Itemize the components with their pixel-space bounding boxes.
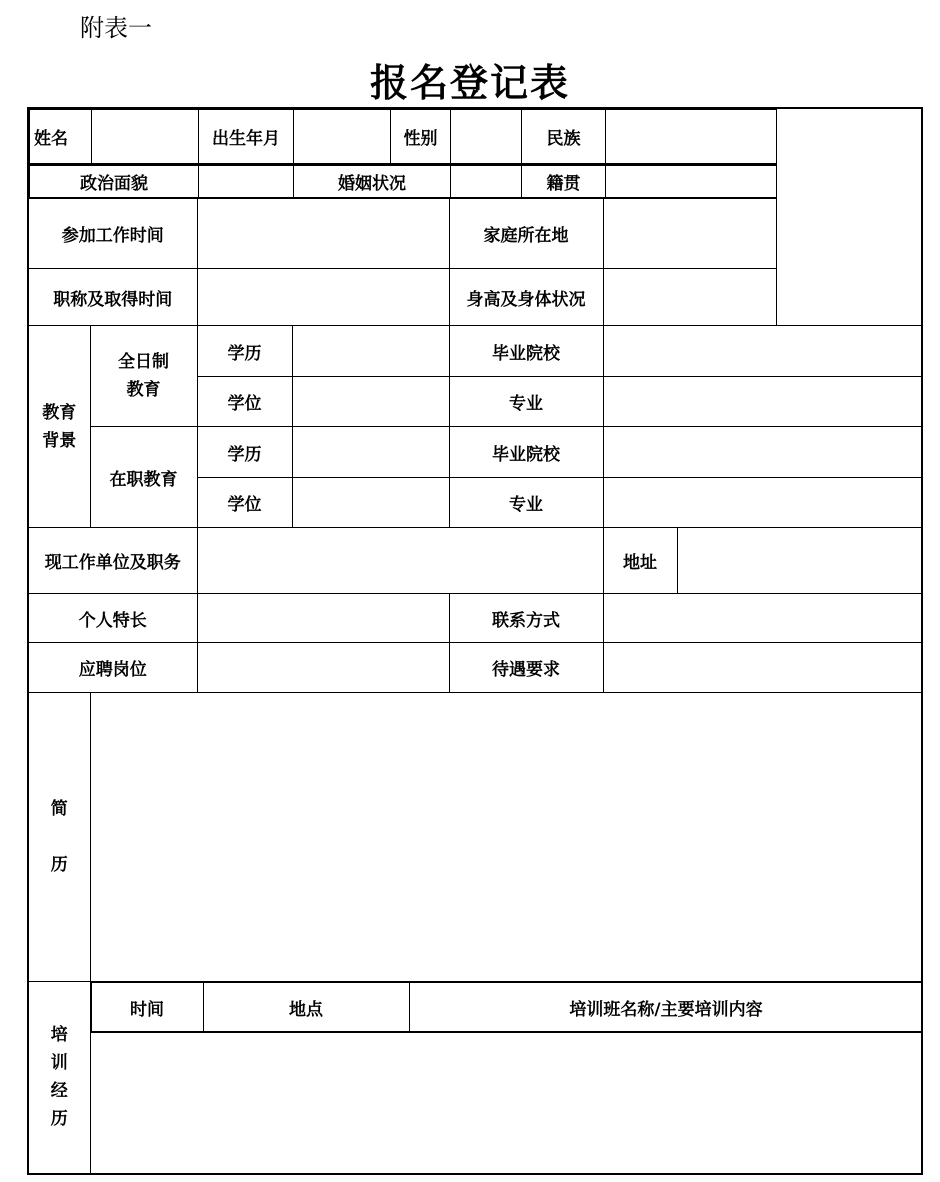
fulltime-label-line1: 全日制 [118, 352, 169, 372]
title-time-label: 职称及取得时间 [28, 269, 197, 326]
native-place-label: 籍贯 [522, 166, 606, 198]
education-label-line1: 教育 [42, 402, 77, 423]
training-header-inner [91, 982, 922, 1032]
gender-value[interactable] [451, 110, 522, 164]
registration-form-table [27, 107, 923, 1175]
training-header-wrap [90, 982, 922, 1033]
political-label: 政治面貌 [30, 166, 199, 198]
ethnicity-label: 民族 [522, 110, 606, 164]
work-start-label: 参加工作时间 [28, 199, 197, 269]
resume-value[interactable] [90, 693, 922, 982]
row2-wrap [28, 165, 777, 199]
fulltime-school-value[interactable] [603, 326, 922, 377]
birth-label: 出生年月 [199, 110, 294, 164]
page-title: 报名登记表 [369, 60, 570, 105]
address-value[interactable] [677, 528, 922, 594]
inservice-school-label: 毕业院校 [449, 427, 603, 478]
home-location-value[interactable] [603, 199, 777, 269]
inservice-degree-value[interactable] [292, 478, 449, 528]
specialty-value[interactable] [197, 594, 449, 643]
height-health-label: 身高及身体状况 [449, 269, 603, 326]
inservice-major-label: 专业 [449, 478, 603, 528]
inservice-school-value[interactable] [603, 427, 922, 478]
title-time-value[interactable] [197, 269, 449, 326]
political-value[interactable] [199, 166, 294, 198]
contact-value[interactable] [603, 594, 922, 643]
training-char-2: 训 [50, 1053, 68, 1074]
native-place-value[interactable] [606, 166, 777, 198]
resume-char-2: 历 [50, 855, 68, 875]
position-label: 应聘岗位 [28, 643, 197, 693]
work-start-value[interactable] [197, 199, 449, 269]
resume-char-1: 简 [50, 799, 68, 819]
inservice-major-value[interactable] [603, 478, 922, 528]
specialty-label: 个人特长 [28, 594, 197, 643]
marital-label: 婚姻状况 [294, 166, 451, 198]
education-label [28, 326, 90, 528]
inservice-record-label: 学历 [197, 427, 292, 478]
education-label-line2: 背景 [42, 430, 77, 451]
fulltime-school-label: 毕业院校 [449, 326, 603, 377]
row1-wrap [28, 108, 777, 165]
fulltime-degree-value[interactable] [292, 377, 449, 427]
training-char-4: 历 [50, 1109, 68, 1130]
name-value[interactable] [92, 110, 199, 164]
salary-label: 待遇要求 [449, 643, 603, 693]
contact-label: 联系方式 [449, 594, 603, 643]
position-value[interactable] [197, 643, 449, 693]
row1-inner [29, 109, 777, 164]
inservice-degree-label: 学位 [197, 478, 292, 528]
home-location-label: 家庭所在地 [449, 199, 603, 269]
training-char-3: 经 [50, 1081, 68, 1102]
birth-value[interactable] [294, 110, 391, 164]
fulltime-major-label: 专业 [449, 377, 603, 427]
inservice-label: 在职教育 [90, 427, 197, 528]
photo-cell[interactable] [777, 108, 922, 326]
resume-label [28, 693, 90, 982]
training-place-header: 地点 [203, 983, 409, 1032]
fulltime-label [90, 326, 197, 427]
fulltime-record-value[interactable] [292, 326, 449, 377]
current-unit-value[interactable] [197, 528, 603, 594]
salary-value[interactable] [603, 643, 922, 693]
current-unit-label: 现工作单位及职务 [28, 528, 197, 594]
address-label: 地址 [603, 528, 677, 594]
inservice-record-value[interactable] [292, 427, 449, 478]
fulltime-major-value[interactable] [603, 377, 922, 427]
fulltime-record-label: 学历 [197, 326, 292, 377]
height-health-value[interactable] [603, 269, 777, 326]
training-value[interactable] [90, 1033, 922, 1174]
row2-inner [29, 165, 777, 198]
name-label: 姓名 [30, 110, 92, 164]
marital-value[interactable] [451, 166, 522, 198]
fulltime-degree-label: 学位 [197, 377, 292, 427]
annex-label: 附表一 [80, 14, 152, 42]
fulltime-label-line2: 教育 [126, 380, 161, 400]
training-time-header: 时间 [91, 983, 203, 1032]
training-char-1: 培 [50, 1025, 68, 1046]
gender-label: 性别 [391, 110, 451, 164]
training-label [28, 982, 90, 1174]
training-content-header: 培训班名称/主要培训内容 [409, 983, 922, 1032]
ethnicity-value[interactable] [606, 110, 777, 164]
